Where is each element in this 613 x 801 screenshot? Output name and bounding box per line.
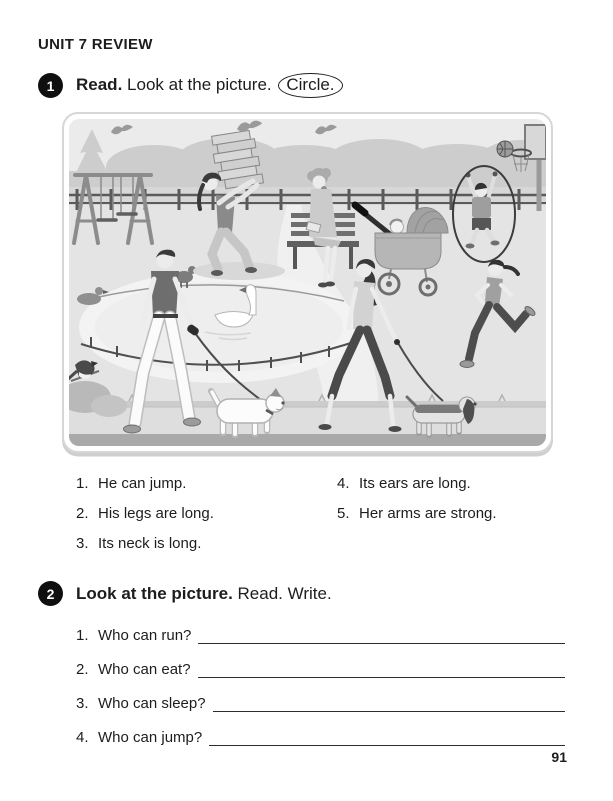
list-item bbox=[76, 505, 337, 522]
question-row bbox=[76, 726, 565, 746]
question-text: Who can jump? bbox=[98, 729, 203, 746]
circled-word: Circle. bbox=[278, 73, 342, 98]
sidewalk-edge bbox=[69, 434, 546, 446]
item-number: 3. bbox=[76, 535, 89, 552]
exercise1-sentences bbox=[76, 475, 565, 565]
list-item bbox=[337, 505, 497, 522]
exercise1-header bbox=[38, 73, 565, 98]
answer-line-3[interactable] bbox=[213, 695, 565, 712]
item-text: Its neck is long. bbox=[98, 535, 202, 552]
question-row bbox=[76, 692, 565, 712]
sentences-column-2 bbox=[337, 475, 497, 565]
item-text: Its ears are long. bbox=[359, 475, 471, 492]
item-number: 1. bbox=[76, 475, 89, 492]
exercise2-header bbox=[38, 581, 565, 606]
unit-header: UNIT 7 REVIEW bbox=[38, 36, 153, 53]
item-text: Her arms are strong. bbox=[359, 505, 497, 522]
list-item bbox=[337, 475, 497, 492]
item-number: 2. bbox=[76, 505, 89, 522]
question-row bbox=[76, 624, 565, 644]
exercise2-questions bbox=[76, 624, 565, 746]
question-number: 4. bbox=[76, 729, 89, 746]
question-number: 1. bbox=[76, 627, 89, 644]
item-text: He can jump. bbox=[98, 475, 187, 492]
exercise1-instruction-bold: Read. bbox=[76, 75, 123, 94]
item-number: 4. bbox=[337, 475, 350, 492]
question-text: Who can eat? bbox=[98, 661, 191, 678]
item-number: 5. bbox=[337, 505, 350, 522]
basketball bbox=[497, 141, 513, 157]
question-text: Who can run? bbox=[98, 627, 192, 644]
list-item bbox=[76, 535, 337, 552]
answer-line-4[interactable] bbox=[209, 729, 565, 746]
exercise2-instruction bbox=[76, 584, 332, 604]
sentences-column-1 bbox=[76, 475, 337, 565]
item-text: His legs are long. bbox=[98, 505, 214, 522]
pond bbox=[79, 271, 359, 383]
exercise1-number-badge: 1 bbox=[38, 73, 63, 98]
exercise2-number-badge: 2 bbox=[38, 581, 63, 606]
question-row bbox=[76, 658, 565, 678]
park-illustration bbox=[69, 119, 546, 446]
answer-line-1[interactable] bbox=[198, 627, 565, 644]
answer-line-2[interactable] bbox=[198, 661, 565, 678]
page-number: 91 bbox=[551, 749, 567, 765]
exercise1-instruction bbox=[76, 73, 343, 98]
question-text: Who can sleep? bbox=[98, 695, 206, 712]
exercise2-instruction-rest: Read. Write. bbox=[237, 583, 332, 603]
exercise2-instruction-bold: Look at the picture. bbox=[76, 583, 233, 603]
mound bbox=[193, 262, 285, 280]
picture-card bbox=[62, 112, 553, 453]
question-number: 3. bbox=[76, 695, 89, 712]
exercise1-instruction-rest: Look at the picture. bbox=[127, 75, 272, 94]
question-number: 2. bbox=[76, 661, 89, 678]
list-item bbox=[76, 475, 337, 492]
